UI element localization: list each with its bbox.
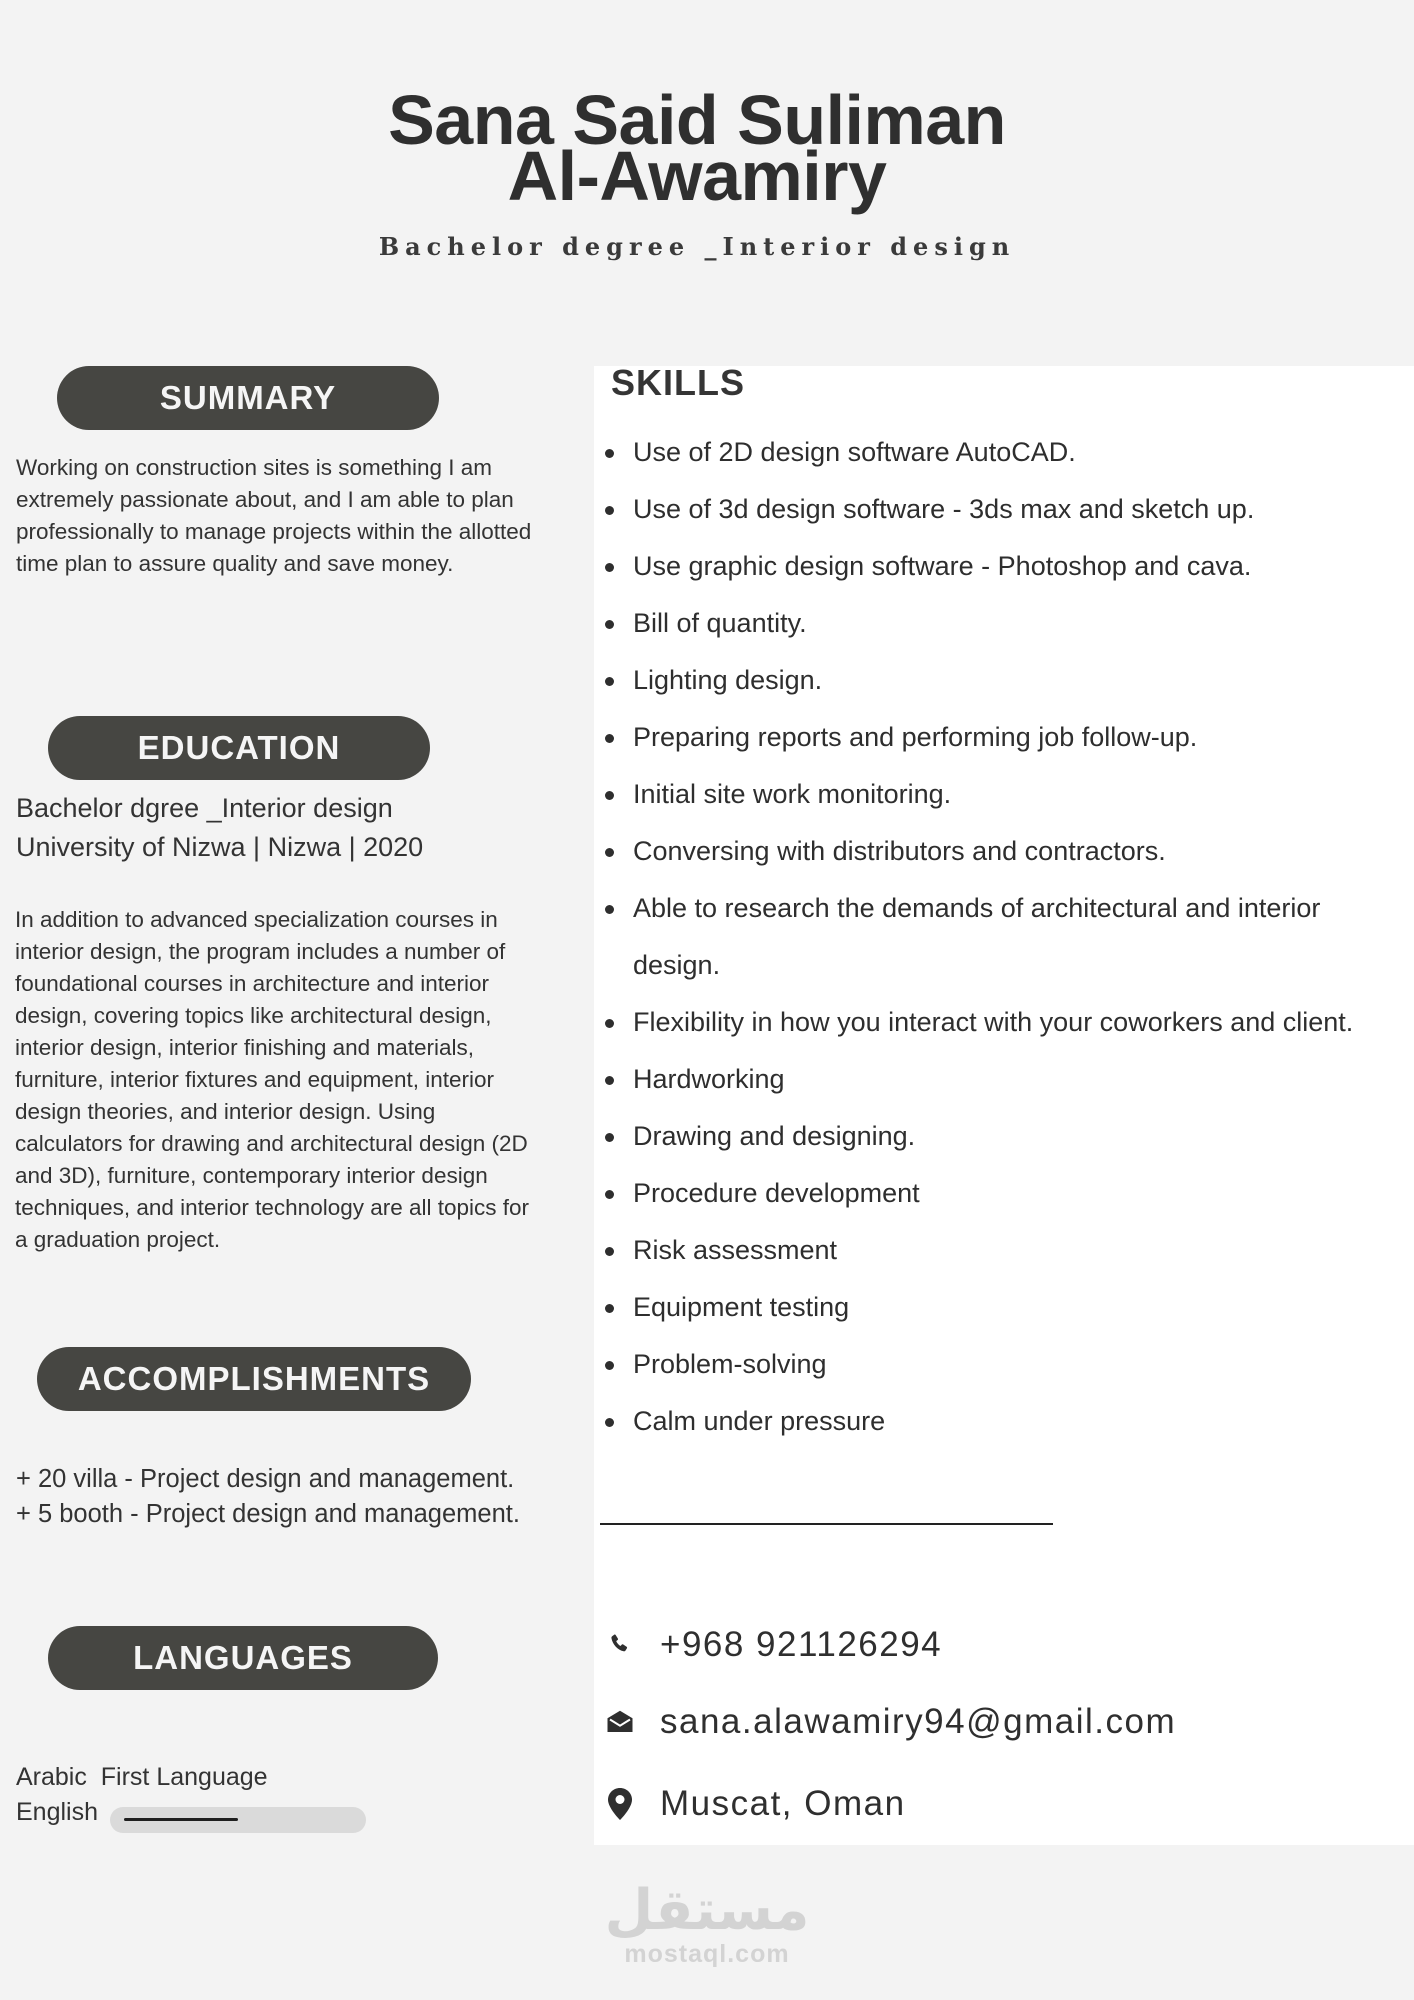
skill-item: Hardworking (600, 1051, 1390, 1108)
skill-item: Flexibility in how you interact with your coworkers and client. (600, 994, 1390, 1051)
accomplishment-item: + 20 villa - Project design and management. (16, 1465, 515, 1493)
watermark-arabic: مستقل (604, 1878, 810, 1941)
summary-heading: SUMMARY (57, 366, 439, 430)
skill-item: Risk assessment (600, 1222, 1390, 1279)
education-description: In addition to advanced specialization courses in interior design, the program includes a number of foundational courses in architecture and interior design, covering topics like architectural design, interior design, interior finishing and materials, furniture, interior fixtures and equipment, interior design theories, and interior design. Using calculators for drawing and architectural design (2D and 3D), furniture, contemporary interior design techniques, and interior technology are all topics for a graduation project. (15, 907, 530, 1252)
name-line-2: Al-Awamiry (507, 137, 887, 215)
map-pin-icon (600, 1788, 640, 1820)
skill-item: Procedure development (600, 1165, 1390, 1222)
contact-location (600, 1784, 906, 1824)
skill-item: Initial site work monitoring. (600, 766, 1390, 823)
accomplishment-item: + 5 booth - Project design and management. (16, 1500, 520, 1528)
skill-item: Preparing reports and performing job follow-up. (600, 709, 1390, 766)
education-heading: EDUCATION (48, 716, 430, 780)
skills-heading: SKILLS (611, 362, 746, 403)
language-english (16, 1795, 98, 1830)
education-institution: University of Nizwa | Nizwa | 2020 (16, 832, 424, 862)
languages-heading: LANGUAGES (48, 1626, 438, 1690)
skill-item: Equipment testing (600, 1279, 1390, 1336)
summary-text: Working on construction sites is something I am extremely passionate about, and I am able to plan professionally to manage projects within the allotted time plan to assure quality and save money. (16, 455, 532, 576)
watermark-latin: mostaql.com (624, 1940, 790, 1968)
contact-phone[interactable] (600, 1625, 942, 1665)
email-address: sana.alawamiry94@gmail.com (660, 1702, 1177, 1741)
language-level: First Language (100, 1763, 268, 1791)
skill-item: Conversing with distributors and contractors. (600, 823, 1390, 880)
language-name: English (16, 1798, 98, 1826)
language-arabic (16, 1760, 268, 1795)
education-info (16, 789, 536, 867)
phone-number: +968 921126294 (660, 1625, 943, 1664)
mostaql-watermark (0, 1880, 1414, 1969)
english-proficiency-bar (110, 1807, 366, 1833)
contact-email[interactable] (600, 1702, 1176, 1742)
skill-item: Use of 2D design software AutoCAD. (600, 424, 1390, 481)
skill-item: Use of 3d design software - 3ds max and sketch up. (600, 481, 1390, 538)
name-line-1: Sana Said Suliman (388, 81, 1006, 159)
skill-item: Drawing and designing. (600, 1108, 1390, 1165)
skill-item: Able to research the demands of architectural and interior design. (600, 880, 1390, 994)
accomplishments-list (16, 1462, 576, 1532)
degree-subtitle: Bachelor degree _Interior design (378, 232, 1016, 261)
skill-item: Problem-solving (600, 1336, 1390, 1393)
skill-item: Lighting design. (600, 652, 1390, 709)
skill-item: Use graphic design software - Photoshop and cava. (600, 538, 1390, 595)
phone-icon (600, 1630, 640, 1660)
education-degree: Bachelor dgree _Interior design (16, 793, 393, 823)
skills-list (600, 424, 1390, 1450)
skill-item: Calm under pressure (600, 1393, 1390, 1450)
accomplishments-heading: ACCOMPLISHMENTS (37, 1347, 471, 1411)
envelope-icon (600, 1707, 640, 1737)
language-name: Arabic (16, 1763, 87, 1791)
english-proficiency-fill (124, 1818, 238, 1821)
skill-item: Bill of quantity. (600, 595, 1390, 652)
location-text: Muscat, Oman (660, 1784, 906, 1823)
full-name (0, 81, 1394, 215)
skills-divider (600, 1523, 1053, 1525)
